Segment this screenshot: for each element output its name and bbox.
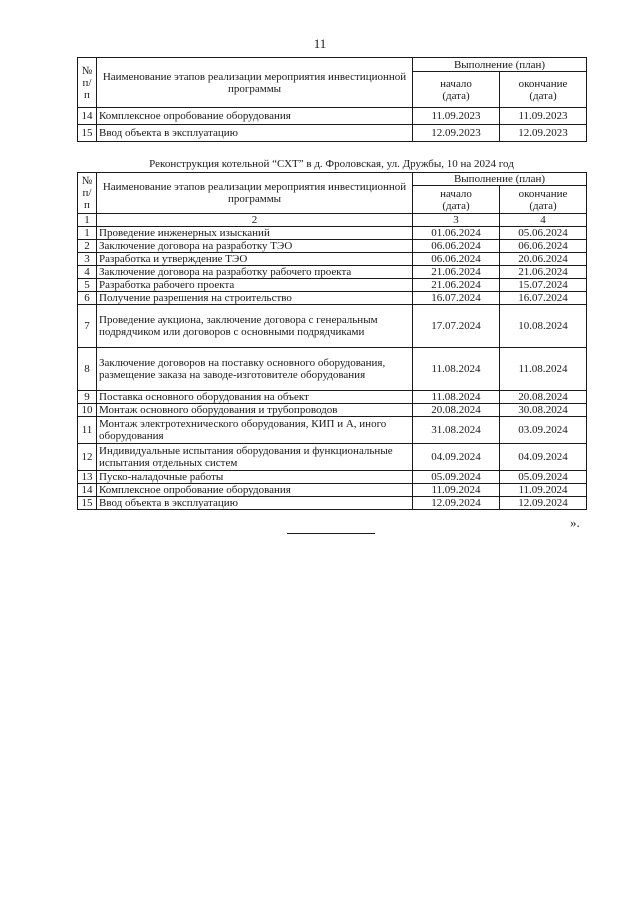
schedule-table-2024	[77, 172, 587, 510]
row-number: 9	[78, 391, 97, 404]
table-row	[78, 292, 587, 305]
table1-header	[78, 58, 587, 108]
row-end-date: 03.09.2024	[500, 417, 587, 444]
row-end-date: 30.08.2024	[500, 404, 587, 417]
column-number: 2	[97, 214, 413, 227]
row-name: Получение разрешения на строительство	[97, 292, 413, 305]
table1-body	[78, 108, 587, 142]
row-end-date: 21.06.2024	[500, 266, 587, 279]
header-start-cell: начало (дата)	[413, 186, 500, 214]
row-name: Заключение договора на разработку ТЭО	[97, 240, 413, 253]
table-row	[78, 497, 587, 510]
row-start-date: 17.07.2024	[413, 305, 500, 348]
row-start-date: 16.07.2024	[413, 292, 500, 305]
row-number: 13	[78, 471, 97, 484]
row-start-date: 01.06.2024	[413, 227, 500, 240]
row-start-date: 21.06.2024	[413, 279, 500, 292]
column-number: 3	[413, 214, 500, 227]
page-number: 11	[313, 36, 327, 51]
table-row	[78, 471, 587, 484]
row-number: 4	[78, 266, 97, 279]
row-start-date: 11.08.2024	[413, 391, 500, 404]
row-number: 2	[78, 240, 97, 253]
row-start-date: 21.06.2024	[413, 266, 500, 279]
row-number: 15	[78, 497, 97, 510]
header-name-cell: Наименование этапов реализации мероприятия инвестиционной программы	[97, 58, 413, 108]
row-start-date: 31.08.2024	[413, 417, 500, 444]
row-end-date: 20.06.2024	[500, 253, 587, 266]
table-row	[78, 444, 587, 471]
row-end-date: 11.08.2024	[500, 348, 587, 391]
row-name: Пуско-наладочные работы	[97, 471, 413, 484]
row-start-date: 04.09.2024	[413, 444, 500, 471]
table-row	[78, 279, 587, 292]
row-start-date: 06.06.2024	[413, 240, 500, 253]
row-number: 10	[78, 404, 97, 417]
row-number: 3	[78, 253, 97, 266]
row-end-date: 12.09.2023	[500, 125, 587, 142]
table-row	[78, 253, 587, 266]
table-row	[78, 240, 587, 253]
header-end-cell: окончание (дата)	[500, 186, 587, 214]
row-end-date: 05.06.2024	[500, 227, 587, 240]
row-start-date: 12.09.2024	[413, 497, 500, 510]
row-end-date: 11.09.2024	[500, 484, 587, 497]
row-name: Поставка основного оборудования на объект	[97, 391, 413, 404]
table-row	[78, 348, 587, 391]
table-row	[78, 227, 587, 240]
separator-line	[287, 533, 375, 534]
row-end-date: 04.09.2024	[500, 444, 587, 471]
row-name: Проведение аукциона, заключение договора с генеральным подрядчиком или договоров с основными подрядчиками	[97, 305, 413, 348]
row-name: Ввод объекта в эксплуатацию	[97, 497, 413, 510]
section-caption: Реконструкция котельной “СХТ” в д. Фроловская, ул. Дружбы, 10 на 2024 год	[149, 158, 514, 170]
header-start-cell: начало (дата)	[413, 72, 500, 108]
row-number: 11	[78, 417, 97, 444]
row-end-date: 05.09.2024	[500, 471, 587, 484]
table-row	[78, 266, 587, 279]
row-name: Ввод объекта в эксплуатацию	[97, 125, 413, 142]
row-end-date: 20.08.2024	[500, 391, 587, 404]
row-number: 12	[78, 444, 97, 471]
row-start-date: 12.09.2023	[413, 125, 500, 142]
row-end-date: 12.09.2024	[500, 497, 587, 510]
column-number: 4	[500, 214, 587, 227]
row-start-date: 11.09.2023	[413, 108, 500, 125]
table-row	[78, 391, 587, 404]
row-start-date: 11.08.2024	[413, 348, 500, 391]
row-number: 15	[78, 125, 97, 142]
row-end-date: 15.07.2024	[500, 279, 587, 292]
row-name: Проведение инженерных изысканий	[97, 227, 413, 240]
row-end-date: 10.08.2024	[500, 305, 587, 348]
row-name: Индивидуальные испытания оборудования и функциональные испытания отдельных систем	[97, 444, 413, 471]
row-end-date: 16.07.2024	[500, 292, 587, 305]
row-start-date: 11.09.2024	[413, 484, 500, 497]
closing-quote: ».	[570, 515, 580, 530]
row-name: Заключение договора на разработку рабочего проекта	[97, 266, 413, 279]
row-number: 14	[78, 108, 97, 125]
row-name: Заключение договоров на поставку основного оборудования, размещение заказа на заводе-изготовителе оборудования	[97, 348, 413, 391]
row-number: 7	[78, 305, 97, 348]
schedule-table-continuation	[77, 57, 587, 142]
row-number: 5	[78, 279, 97, 292]
row-end-date: 11.09.2023	[500, 108, 587, 125]
row-name: Комплексное опробование оборудования	[97, 108, 413, 125]
header-plan-cell: Выполнение (план)	[413, 58, 587, 72]
table2-header	[78, 173, 587, 227]
row-name: Монтаж основного оборудования и трубопроводов	[97, 404, 413, 417]
header-num-cell: № п/п	[78, 58, 97, 108]
row-name: Разработка рабочего проекта	[97, 279, 413, 292]
row-name: Разработка и утверждение ТЭО	[97, 253, 413, 266]
header-name-cell: Наименование этапов реализации мероприятия инвестиционной программы	[97, 173, 413, 214]
row-start-date: 06.06.2024	[413, 253, 500, 266]
table-row	[78, 305, 587, 348]
row-end-date: 06.06.2024	[500, 240, 587, 253]
table-row	[78, 404, 587, 417]
row-name: Монтаж электротехнического оборудования, КИП и А, иного оборудования	[97, 417, 413, 444]
table-row	[78, 125, 587, 142]
row-number: 6	[78, 292, 97, 305]
row-start-date: 20.08.2024	[413, 404, 500, 417]
row-number: 1	[78, 227, 97, 240]
header-num-cell: № п/п	[78, 173, 97, 214]
row-number: 8	[78, 348, 97, 391]
row-start-date: 05.09.2024	[413, 471, 500, 484]
table2-body	[78, 227, 587, 510]
row-name: Комплексное опробование оборудования	[97, 484, 413, 497]
header-end-cell: окончание (дата)	[500, 72, 587, 108]
table-row	[78, 484, 587, 497]
header-plan-cell: Выполнение (план)	[413, 173, 587, 186]
table-row	[78, 417, 587, 444]
column-number-row	[78, 214, 587, 227]
table-row	[78, 108, 587, 125]
column-number: 1	[78, 214, 97, 227]
row-number: 14	[78, 484, 97, 497]
